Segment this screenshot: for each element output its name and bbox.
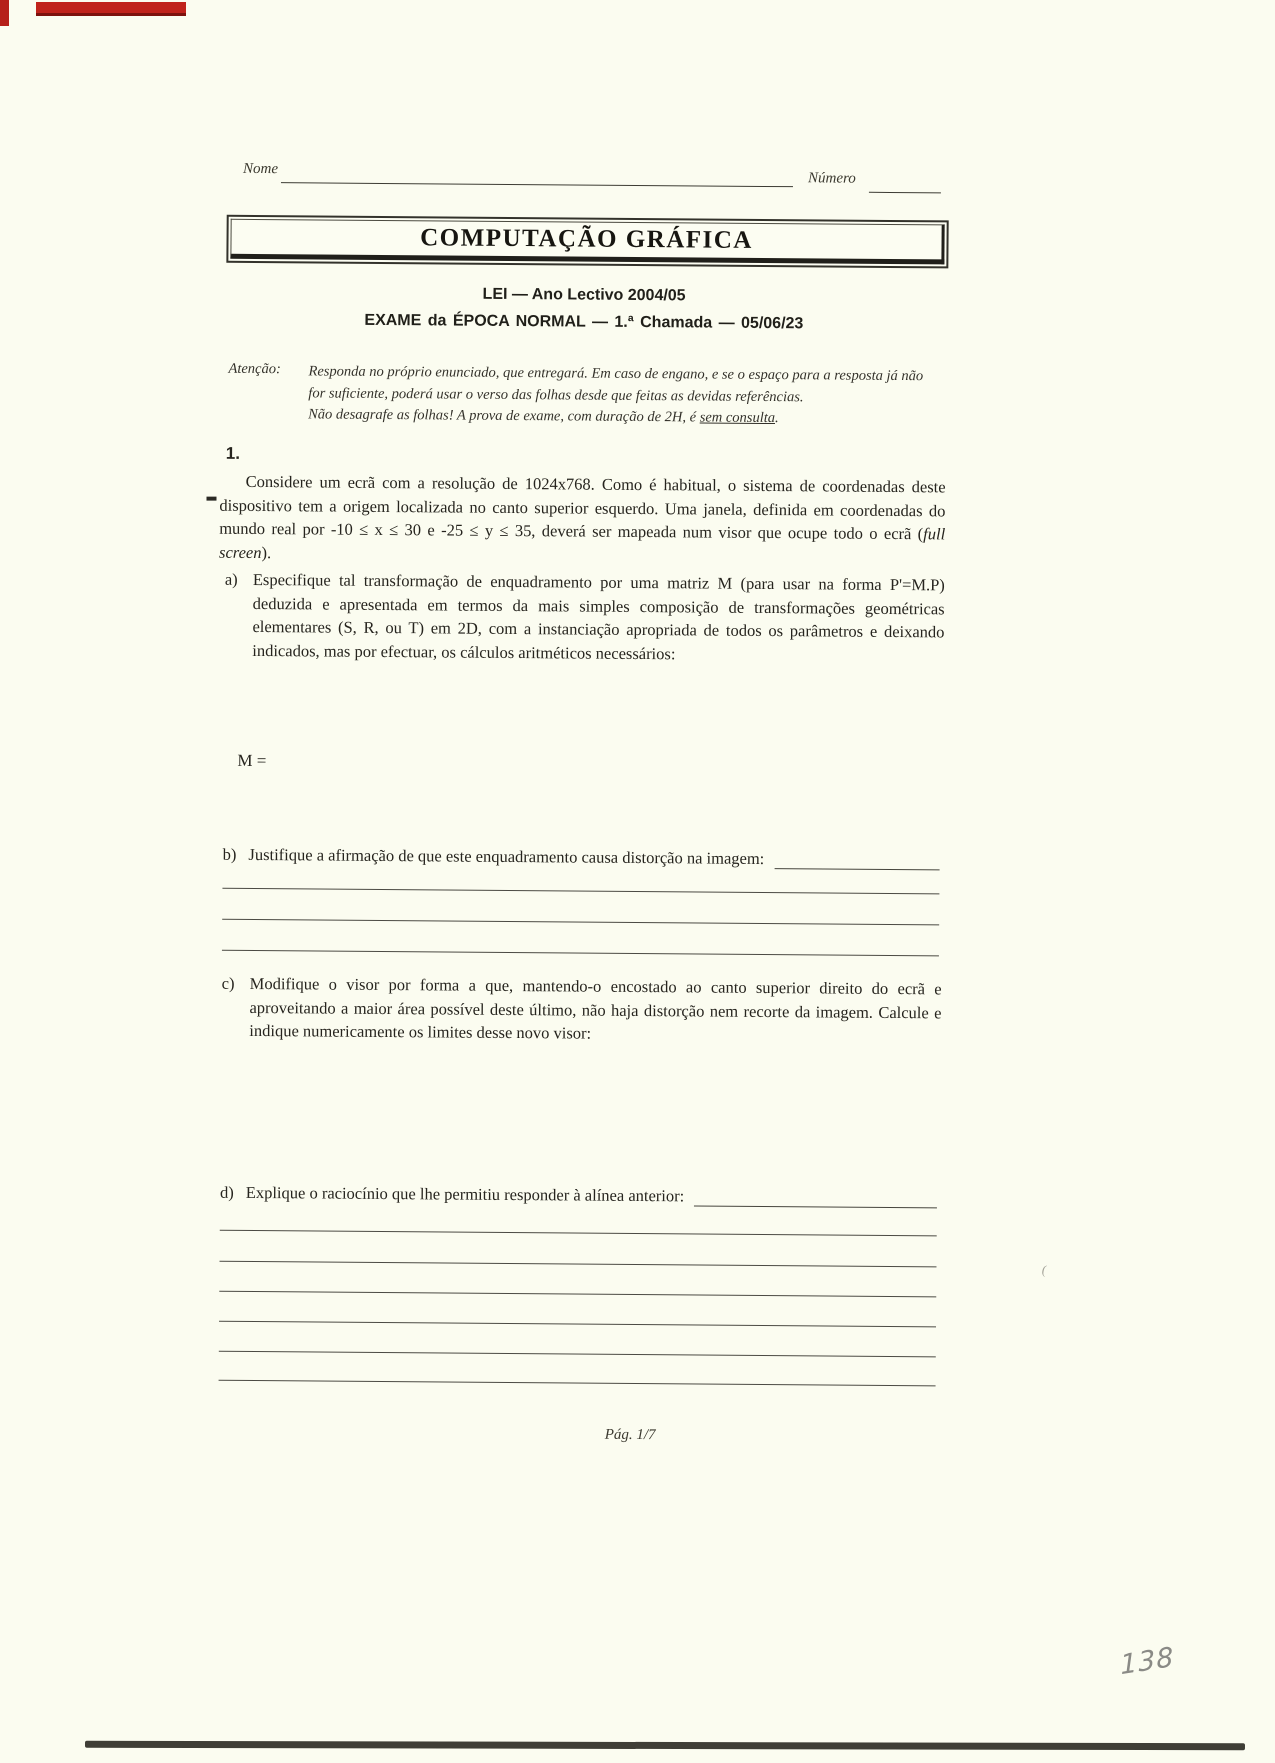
item-b-label: b) — [222, 844, 237, 864]
item-a-text: Especifique tal transformação de enquadramento por uma matriz M (para usar na forma P'=M.P) deduzida e apresentada em termos da mais simples composição de transformações geométricas elementares (S, R, ou T) em 2D, com a instanciação apropriada de todos os parâmetros e deixando indicados, mas por efectuar, os cálculos aritméticos necessários: — [252, 569, 945, 663]
item-c — [221, 972, 942, 1048]
item-d — [220, 1183, 937, 1209]
question-1-number: 1. — [225, 443, 241, 463]
item-a — [224, 568, 945, 668]
question-1-intro — [219, 470, 946, 570]
attention-sentence-1: Responda no próprio enunciado, que entregará. Em caso de engano, e se o espaço para a resposta já não for suficiente, poderá usar o verso das folhas desde que feitas as devidas referências. — [308, 363, 924, 405]
q1-intro-end: ). — [261, 542, 272, 562]
item-d-text: Explique o raciocínio que lhe permitiu responder à alínea anterior: — [245, 1182, 685, 1206]
attention-sentence-2-pre: Não desagrafe as folhas! A prova de exame, com duração de 2H, é — [308, 406, 700, 426]
item-d-answer-blank — [694, 1186, 937, 1208]
item-c-label: c) — [221, 973, 235, 993]
item-b — [223, 845, 940, 871]
number-label: Número — [807, 170, 856, 187]
attention-text — [308, 361, 926, 430]
item-b-answer-blank — [774, 849, 940, 870]
exam-title: COMPUTAÇÃO GRÁFICA — [420, 224, 754, 254]
attention-no-consult: sem consulta — [699, 409, 776, 427]
answer-line — [219, 1380, 936, 1387]
answer-line — [222, 888, 939, 895]
name-blank-line — [281, 162, 793, 187]
item-a-label: a) — [224, 569, 238, 589]
q1-intro-fullscreen: full screen — [219, 524, 946, 562]
answer-line — [222, 950, 939, 957]
title-box-inner — [230, 219, 944, 265]
scan-artifact-dash — [206, 497, 216, 501]
matrix-m-label: M = — [237, 750, 267, 771]
attention-sentence-2-post: . — [774, 410, 779, 427]
number-blank-line — [869, 172, 941, 194]
item-c-text: Modifique o visor por forma a que, mantendo-o encostado ao canto superior direito do ecrã e aproveitando a maior área possível deste último, não haja distorção nem recorte da imagem. Calcule e indique numericamente os limites desse novo visor: — [249, 973, 942, 1043]
answer-line — [219, 1351, 936, 1358]
course-line: LEI — Ano Lectivo 2004/05 — [482, 285, 686, 305]
q1-intro-text: Considere um ecrã com a resolução de 1024x768. Como é habitual, o sistema de coordenadas deste dispositivo tem a origem localizada no canto superior esquerdo. Uma janela, definida em coordenadas do mundo real por -10 ≤ x ≤ 30 e -25 ≤ y ≤ 35, deverá ser mapeada num visor que ocupe todo o ecrã ( — [219, 471, 946, 544]
page-number: Pág. 1/7 — [604, 1426, 656, 1444]
scan-artifact-speck: ( — [1040, 1261, 1048, 1278]
attention-label: Atenção: — [228, 360, 281, 378]
answer-line — [222, 919, 939, 926]
answer-line — [219, 1291, 936, 1298]
exam-session-line: EXAME da ÉPOCA NORMAL — 1.ª Chamada — 05/06/23 — [364, 311, 804, 333]
answer-line — [219, 1321, 936, 1328]
answer-line — [220, 1261, 937, 1268]
handwritten-number: 138 — [1119, 1641, 1176, 1682]
name-label: Nome — [243, 160, 279, 178]
item-b-text: Justifique a afirmação de que este enquadramento causa distorção na imagem: — [248, 844, 765, 868]
item-d-label: d) — [219, 1182, 234, 1202]
title-box — [226, 215, 948, 269]
answer-line — [220, 1230, 937, 1237]
